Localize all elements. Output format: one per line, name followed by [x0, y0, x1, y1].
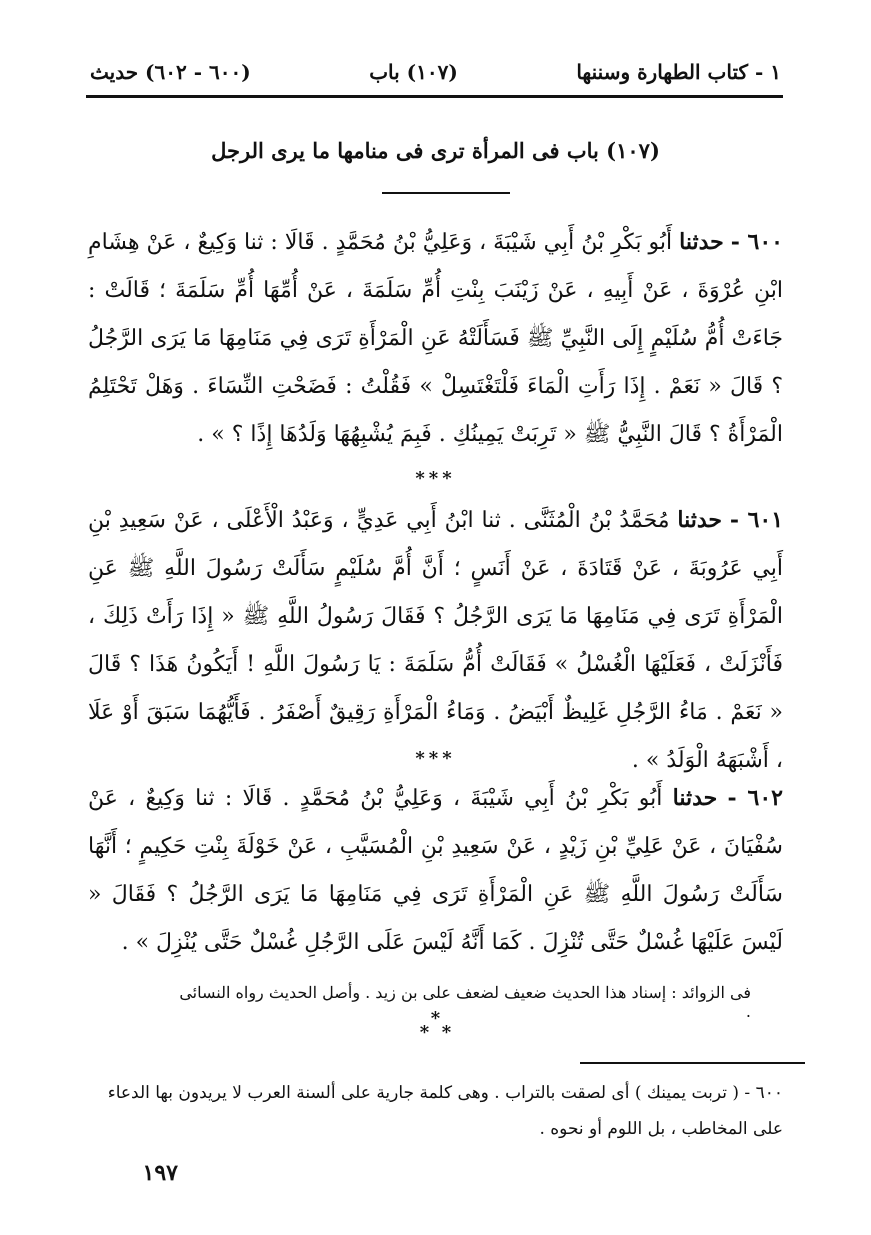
hadith-text: مُحَمَّدُ بْنُ الْمُثَنَّى . ثنا ابْنُ أَبِي عَدِيٍّ ، وَعَبْدُ الْأَعْلَى ، عَنْ سَعِيدِ بْنِ أَبِي عَرُوبَةَ ، عَنْ قَتَادَةَ ، عَنْ أَنَسٍ ؛ أَنَّ أُمَّ سُلَيْمٍ سَأَلَتْ رَسُولَ اللَّهِ ﷺ عَنِ الْمَرْأَةِ تَرَى فِي مَنَامِهَا مَا يَرَى الرَّجُلُ ؟ فَقَالَ رَسُولُ اللَّهِ ﷺ « إِذَا رَأَتْ ذَلِكَ ، فَأَنْزَلَتْ ، فَعَلَيْهَا الْغُسْلُ » فَقَالَتْ أُمُّ سَلَمَةَ : يَا رَسُولَ اللَّهِ ! أَيَكُونُ هَذَا ؟ قَالَ « نَعَمْ . مَاءُ الرَّجُلِ غَلِيظٌ أَبْيَضُ . وَمَاءُ الْمَرْأَةِ رَقِيقٌ أَصْفَرُ . فَأَيُّهُمَا سَبَقَ أَوْ عَلَا ، أَشْبَهَهُ الْوَلَدُ » . [88, 508, 783, 773]
header-hadith-range: (٦٠٠ - ٦٠٢) حديث [90, 60, 251, 84]
header-book-title: ١ - كتاب الطهارة وسننها [576, 60, 781, 84]
hadith-601 [88, 496, 783, 785]
page-number: ١٩٧ [142, 1160, 178, 1186]
hadith-text: أَبُو بَكْرِ بْنُ أَبِي شَيْبَةَ ، وَعَلِيُّ بْنُ مُحَمَّدٍ . قَالَا : ثنا وَكِيعٌ ، عَنْ هِشَامِ ابْنِ عُرْوَةَ ، عَنْ أَبِيهِ ، عَنْ زَيْنَبَ بِنْتِ أُمِّ سَلَمَةَ ، عَنْ أُمِّهَا أُمِّ سَلَمَةَ ؛ قَالَتْ : جَاءَتْ أُمُّ سُلَيْمٍ إِلَى النَّبِيِّ ﷺ فَسَأَلَتْهُ عَنِ الْمَرْأَةِ تَرَى فِي مَنَامِهَا مَا يَرَى الرَّجُلُ ؟ قَالَ « نَعَمْ . إِذَا رَأَتِ الْمَاءَ فَلْتَغْتَسِلْ » فَقُلْتُ : فَضَحْتِ النِّسَاءَ . وَهَلْ تَحْتَلِمُ الْمَرْأَةُ ؟ قَالَ النَّبِيُّ ﷺ « تَرِبَتْ يَمِينُكِ . فَبِمَ يُشْبِهُهَا وَلَدُهَا إِذًا ؟ » . [88, 230, 783, 447]
end-star-pair [0, 1022, 871, 1043]
hadith-602 [88, 774, 783, 967]
header-bab-number: (١٠٧) باب [369, 60, 458, 84]
section-separator: *** [415, 468, 456, 489]
hadith-number: ٦٠١ - [729, 507, 784, 533]
haddathana: حدثنا [679, 229, 724, 255]
footnote: ٦٠٠ - ( تربت يمينك ) أى لصقت بالتراب . وهى كلمة جارية على ألسنة العرب لا يريدون بها الدعاء على المخاطب ، بل اللوم أو نحوه . [107, 1083, 783, 1139]
running-header [90, 52, 781, 92]
chapter-title: (١٠٧) باب فى المرأة ترى فى منامها ما يرى الرجل [211, 138, 660, 163]
end-star: * [419, 1022, 430, 1043]
header-rule [86, 95, 783, 98]
hadith-number: ٦٠٢ - [727, 785, 783, 811]
title-divider [382, 192, 510, 194]
haddathana: حدثنا [672, 785, 718, 811]
end-star: * [441, 1022, 452, 1043]
haddathana: حدثنا [677, 507, 723, 533]
end-ornament [0, 1008, 871, 1043]
footnote-rule [580, 1062, 805, 1064]
end-star: * [430, 1008, 441, 1029]
hadith-600 [88, 218, 783, 459]
hadith-text: أَبُو بَكْرِ بْنُ أَبِي شَيْبَةَ ، وَعَلِيُّ بْنُ مُحَمَّدٍ . قَالَا : ثنا وَكِيعٌ ، عَنْ سُفْيَانَ ، عَنْ عَلِيِّ بْنِ زَيْدٍ ، عَنْ سَعِيدِ بْنِ الْمُسَيَّبِ ، عَنْ خَوْلَةَ بِنْتِ حَكِيمٍ ؛ أَنَّهَا سَأَلَتْ رَسُولَ اللَّهِ ﷺ عَنِ الْمَرْأَةِ تَرَى فِي مَنَامِهَا مَا يَرَى الرَّجُلُ ؟ فَقَالَ « لَيْسَ عَلَيْهَا غُسْلٌ حَتَّى تُنْزِلَ . كَمَا أَنَّهُ لَيْسَ عَلَى الرَّجُلِ غُسْلٌ حَتَّى يُنْزِلَ » . [88, 786, 783, 955]
section-separator: *** [415, 748, 456, 769]
zawaid-note: فى الزوائد : إسناد هذا الحديث ضعيف لضعف على بن زيد . وأصل الحديث رواه النسائى . [179, 983, 751, 1021]
hadith-number: ٦٠٠ - [730, 229, 783, 255]
